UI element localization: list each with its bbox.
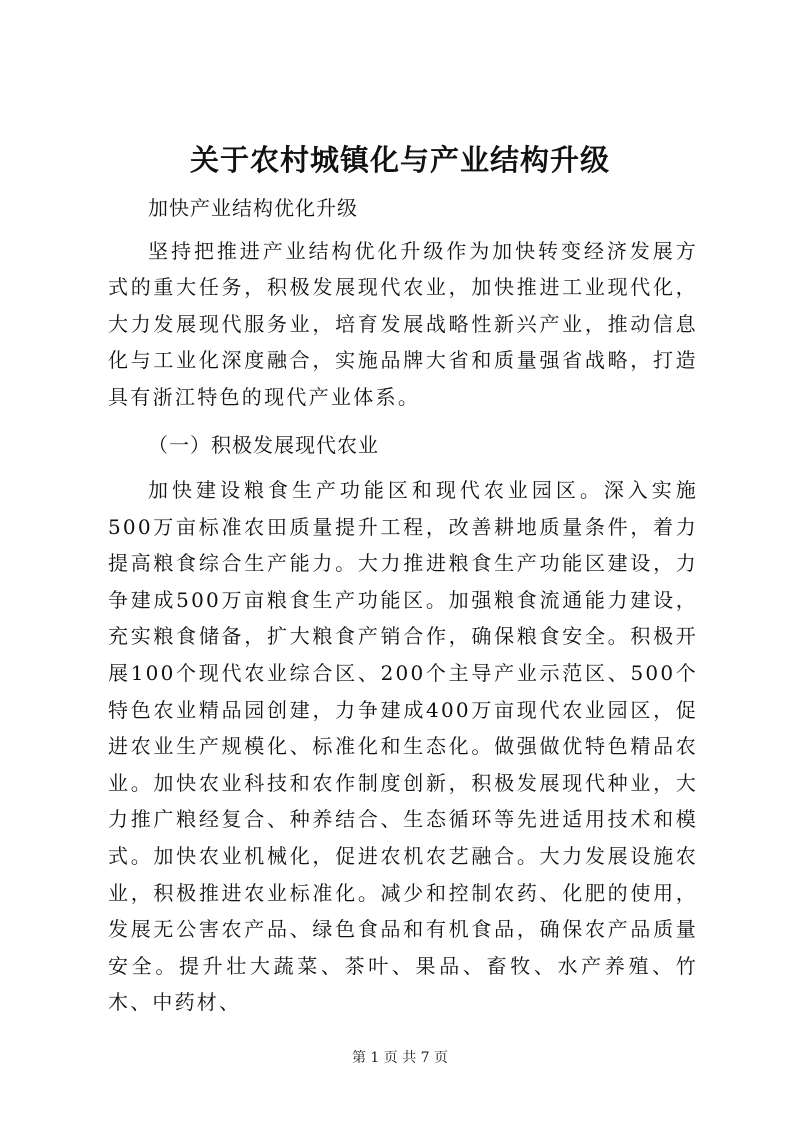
- paragraph-agriculture: 加快建设粮食生产功能区和现代农业园区。深入实施500万亩标准农田质量提升工程，改善耕地质量条件，着力提高粮食综合生产能力。大力推进粮食生产功能区建设，力争建成500万亩粮食生产功能区。加强粮食流通能力建设，充实粮食储备，扩大粮食产销合作，确保粮食安全。积极开展100个现代农业综合区、200个主导产业示范区、500个特色农业精品园创建，力争建成400万亩现代农业园区，促进农业生产规模化、标准化和生态化。做强做优特色精品农业。加快农业科技和农作制度创新，积极发展现代种业，大力推广粮经复合、种养结合、生态循环等先进适用技术和模式。加快农业机械化，促进农机农艺融合。大力发展设施农业，积极推进农业标准化。减少和控制农药、化肥的使用，发展无公害农产品、绿色食品和有机食品，确保农产品质量安全。提升壮大蔬菜、茶叶、果品、畜牧、水产养殖、竹木、中药材、: [108, 478, 698, 1015]
- page-footer: 第 1 页 共 7 页: [351, 1050, 449, 1066]
- paragraph-intro: 坚持把推进产业结构优化升级作为加快转变经济发展方式的重大任务，积极发展现代农业，加快推进工业现代化，大力发展现代服务业，培育发展战略性新兴产业，推动信息化与工业化深度融合，实施品牌大省和质量强省战略，打造具有浙江特色的现代产业体系。: [108, 239, 698, 409]
- document-title: 关于农村城镇化与产业结构升级: [189, 143, 610, 177]
- section-heading: 加快产业结构优化升级: [148, 196, 358, 220]
- sub-heading-agriculture: （一）积极发展现代农业: [148, 433, 379, 457]
